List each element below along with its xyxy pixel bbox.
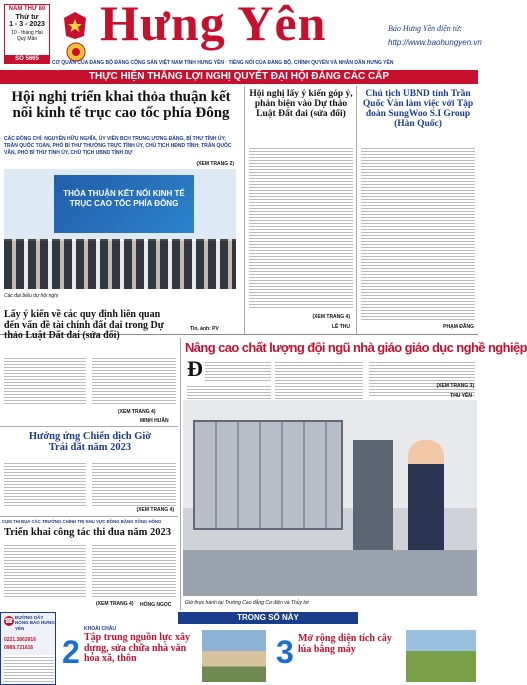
lead-subhead: CÁC ĐỒNG CHÍ: NGUYỄN HỮU NGHĨA, ỦY VIÊN BCH TRUNG ƯƠNG ĐẢNG, BÍ THƯ TỈNH ỦY; TRẦN QUỐC TOẢN, PHÓ BÍ THƯ THƯỜNG TRỰC TỈNH ỦY, CHỦ TỊCH HĐND TỈNH; TRẦN QUỐC VĂN, PHÓ BÍ THƯ TỈNH ỦY, CHỦ TỊCH UBND TỈNH DỰ bbox=[4, 136, 232, 156]
audience-row bbox=[4, 239, 236, 289]
feature-see-page[interactable]: (XEM TRANG 3) bbox=[436, 383, 474, 389]
feature-story bbox=[180, 338, 527, 610]
insider-title: TRONG SỐ NÀY bbox=[178, 612, 358, 624]
insider-box bbox=[58, 612, 478, 685]
feature-dropcap: Đ bbox=[187, 356, 203, 381]
left-bottom-see-page[interactable]: (XEM TRANG 4) bbox=[96, 601, 134, 607]
hotline-body bbox=[4, 655, 54, 683]
feature-caption: Giờ thực hành tại Trường Cao đẳng Cơ điện và Thủy lợi bbox=[185, 600, 309, 606]
item1-number: 2 bbox=[62, 634, 80, 670]
issue-date: 1 - 3 - 2023 bbox=[9, 21, 45, 28]
left-bottom-kicker: CỤM THI ĐUA CÁC TRƯỜNG CHÍNH TRỊ KHU VỰC ĐỒNG BẰNG SÔNG HỒNG bbox=[2, 519, 162, 524]
col2-see-page[interactable]: (XEM TRANG 4) bbox=[312, 314, 350, 320]
col2-headline[interactable]: Hội nghị lấy ý kiến góp ý, phản biện vào Dự thảo Luật Đất đai (sửa đổi) bbox=[249, 89, 353, 119]
stage-screen-text: THỎA THUẬN KẾT NỐI KINH TẾ TRỤC CAO TỐC PHÍA ĐÔNG bbox=[63, 189, 185, 208]
item1-photo bbox=[202, 630, 266, 682]
slogan: CƠ QUAN CỦA ĐẢNG BỘ ĐẢNG CỘNG SẢN VIỆT NAM TỈNH HƯNG YÊN · TIẾNG NÓI CỦA ĐẢNG BỘ, CHÍNH QUYỀN VÀ NHÂN DÂN HƯNG YÊN bbox=[52, 60, 394, 66]
equipment-cabinet bbox=[353, 440, 393, 560]
left-top-body-1 bbox=[4, 356, 86, 406]
workbench bbox=[183, 550, 477, 596]
year-label: NĂM THỨ 80 bbox=[8, 6, 46, 12]
left-mid-body-2 bbox=[92, 461, 176, 507]
lead-see-page[interactable]: (XEM TRANG 2) bbox=[196, 161, 234, 167]
feature-headline[interactable]: Nâng cao chất lượng đội ngũ nhà giáo giáo dục nghề nghiệp bbox=[185, 340, 527, 355]
left-mid-headline[interactable]: Hướng ứng Chiến dịch Giờ Trái đất năm 2023 bbox=[28, 431, 152, 454]
left-top-author: MINH HUÂN bbox=[140, 418, 169, 424]
left-bottom-body-1 bbox=[4, 543, 86, 599]
left-bottom-author: HỒNG NGỌC bbox=[140, 602, 172, 608]
left-bottom-body-2 bbox=[92, 543, 176, 599]
left-bottom-headline[interactable]: Triển khai công tác thi đua năm 2023 bbox=[4, 527, 171, 538]
equipment-panel bbox=[193, 420, 343, 530]
feature-body-3 bbox=[275, 360, 363, 402]
left-top-see-page[interactable]: (XEM TRANG 4) bbox=[118, 409, 156, 415]
lead-headline[interactable]: Hội nghị triển khai thỏa thuận kết nối kinh tế trục cao tốc phía Đông bbox=[11, 89, 231, 121]
feature-body-1 bbox=[205, 360, 271, 382]
lunar-year: Quý Mão bbox=[16, 36, 38, 42]
lead-credit: Tin, ảnh: PV bbox=[190, 326, 219, 332]
item2-headline: Mở rộng diện tích cây lúa bằng máy bbox=[298, 633, 392, 655]
col3-story bbox=[356, 86, 478, 334]
issue-number: SỐ 5665 bbox=[5, 55, 49, 63]
hotline-phone-2[interactable]: 0989.721616 bbox=[4, 645, 34, 651]
item1-kicker: KHOÁI CHÂU bbox=[84, 626, 116, 632]
hotline-phone-1[interactable]: 0221.3863916 bbox=[4, 637, 36, 643]
insider-item-1[interactable] bbox=[58, 626, 268, 685]
left-bottom-story bbox=[0, 516, 178, 610]
lead-photo bbox=[4, 169, 236, 289]
col3-headline[interactable]: Chủ tịch UBND tỉnh Trần Quốc Văn làm việc với Tập đoàn SungWoo S.I Group (Hàn Quốc) bbox=[362, 89, 474, 129]
feature-author: THU YÊN bbox=[450, 393, 472, 399]
website-url[interactable]: http://www.baohungyen.vn bbox=[388, 38, 482, 47]
masthead bbox=[0, 0, 482, 72]
phone-icon: ☎ bbox=[4, 617, 14, 625]
left-mid-body-1 bbox=[4, 461, 86, 507]
left-mid-story bbox=[0, 426, 178, 514]
weekday: Thứ tư bbox=[15, 14, 39, 21]
item1-headline: Tập trung nguồn lực xây dựng, sửa chữa nhà văn hóa xã, thôn bbox=[84, 632, 191, 664]
item2-photo bbox=[406, 630, 476, 682]
newspaper-title: Hưng Yên bbox=[100, 0, 327, 51]
laurel-emblem-icon bbox=[66, 42, 86, 62]
hotline-box bbox=[0, 612, 56, 685]
left-mid-see-page[interactable]: (XEM TRANG 4) bbox=[136, 507, 174, 513]
lead-caption: Các đại biểu dự hội nghị bbox=[4, 293, 59, 299]
left-top-headline[interactable]: Lấy ý kiến về các quy định liên quan đến vấn đề tài chính đất đai trong Dự thảo Luật Đất đai (sửa đổi) bbox=[4, 309, 164, 341]
col2-story bbox=[244, 86, 354, 334]
item2-number: 3 bbox=[276, 634, 294, 670]
col3-body bbox=[361, 146, 475, 320]
insider-item-2[interactable] bbox=[272, 626, 478, 685]
feature-photo bbox=[183, 400, 477, 596]
col2-author: LÊ THU bbox=[331, 324, 350, 330]
party-emblem-icon bbox=[60, 10, 90, 40]
date-box bbox=[4, 4, 50, 64]
lunar-date: 10 - tháng Hai bbox=[11, 30, 43, 36]
left-top-story bbox=[0, 308, 178, 408]
col2-body bbox=[249, 146, 353, 310]
hotline-title: ĐƯỜNG DÂY NÓNG BÁO HƯNG YÊN bbox=[15, 615, 55, 631]
e-paper-label: Báo Hưng Yên điện tử: bbox=[388, 24, 463, 33]
banner: THỰC HIỆN THẮNG LỢI NGHỊ QUYẾT ĐẠI HỘI ĐẢNG CÁC CẤP bbox=[0, 70, 478, 84]
col3-author: PHẠM ĐĂNG bbox=[443, 324, 474, 330]
stage-screen bbox=[54, 175, 194, 233]
left-top-body-2 bbox=[92, 356, 176, 406]
